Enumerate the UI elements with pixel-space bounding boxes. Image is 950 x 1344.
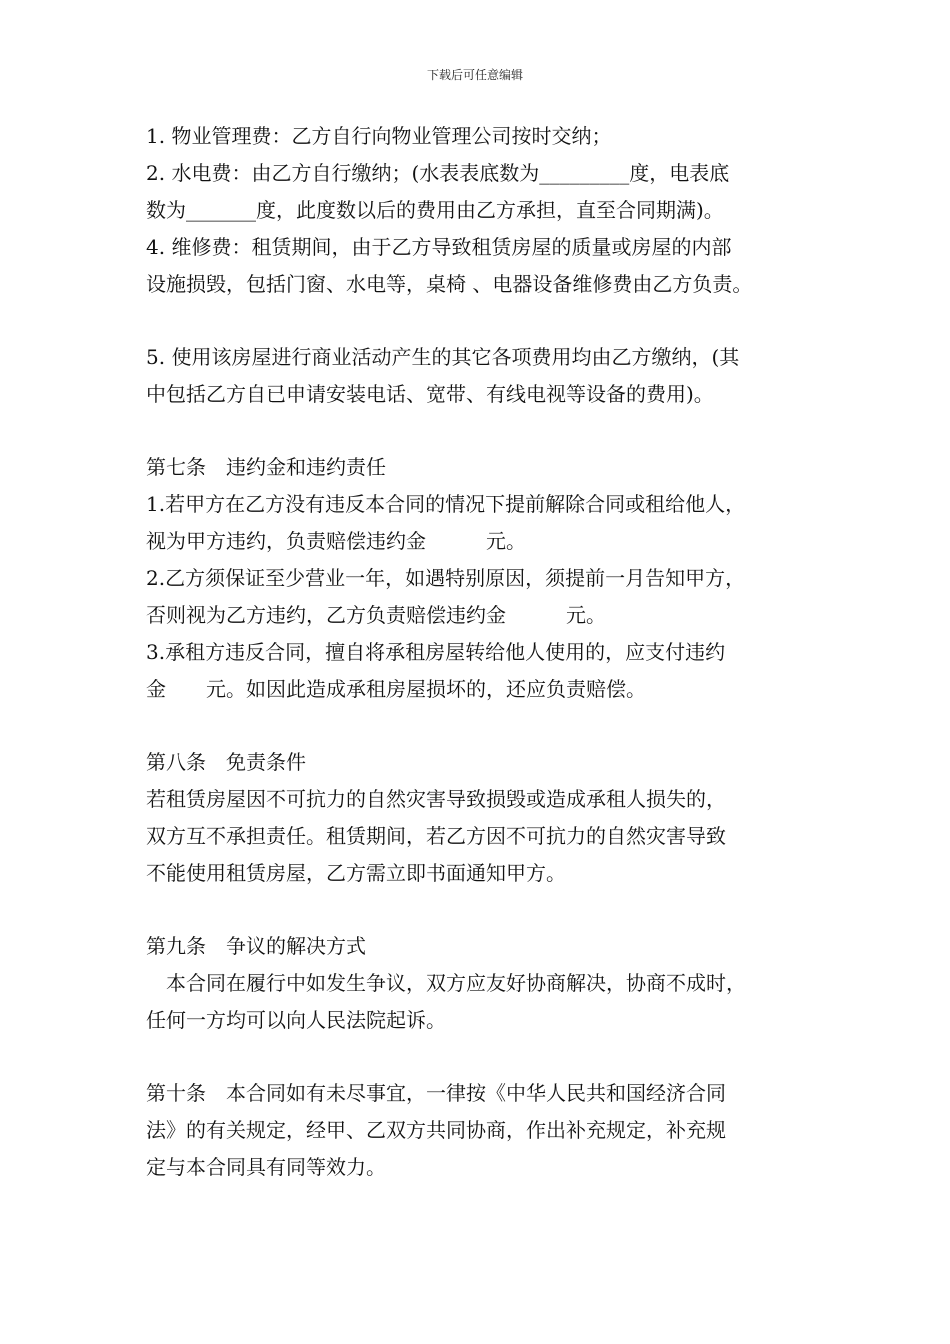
paragraph-gap <box>146 303 826 339</box>
fees-clauses <box>146 118 826 303</box>
article-heading: 第九条 争议的解决方式 <box>146 934 366 958</box>
text-line: 设施损毁，包括门窗、水电等，桌椅 、电器设备维修费由乙方负责。 <box>146 272 753 296</box>
paragraph-gap <box>146 1039 826 1075</box>
text-line: 3.承租方违反合同，擅自将承租房屋转给他人使用的，应支付违约 <box>146 640 726 664</box>
text-line: 2. 水电费：由乙方自行缴纳；(水表表底数为_________度，电表底 <box>146 161 730 185</box>
article-eight <box>146 744 826 892</box>
text-line: 若租赁房屋因不可抗力的自然灾害导致损毁或造成承租人损失的， <box>146 787 726 811</box>
text-line: 视为甲方违约，负责赔偿违约金 元。 <box>146 529 526 553</box>
text-line: 法》的有关规定，经甲、乙双方共同协商，作出补充规定，补充规 <box>146 1118 726 1142</box>
article-nine <box>146 928 826 1039</box>
article-heading: 第十条 本合同如有未尽事宜，一律按《中华人民共和国经济合同 <box>146 1081 726 1105</box>
article-ten <box>146 1075 826 1186</box>
text-line: 否则视为乙方违约，乙方负责赔偿违约金 元。 <box>146 603 606 627</box>
text-line: 本合同在履行中如发生争议，双方应友好协商解决，协商不成时， <box>146 971 746 995</box>
other-fees-clause <box>146 339 826 413</box>
text-line: 金 元。如因此造成承租房屋损坏的，还应负责赔偿。 <box>146 677 646 701</box>
article-seven <box>146 449 826 708</box>
text-line: 中包括乙方自已申请安装电话、宽带、有线电视等设备的费用)。 <box>146 382 714 406</box>
text-line: 2.乙方须保证至少营业一年，如遇特别原因，须提前一月告知甲方， <box>146 566 746 590</box>
text-line: 双方互不承担责任。租赁期间，若乙方因不可抗力的自然灾害导致 <box>146 824 726 848</box>
article-heading: 第七条 违约金和违约责任 <box>146 455 386 479</box>
text-line: 任何一方均可以向人民法院起诉。 <box>146 1008 446 1032</box>
document-body <box>146 118 826 1186</box>
text-line: 5. 使用该房屋进行商业活动产生的其它各项费用均由乙方缴纳，(其 <box>146 345 740 369</box>
text-line: 1. 物业管理费：乙方自行向物业管理公司按时交纳； <box>146 124 612 148</box>
page-header: 下载后可任意编辑 <box>426 68 523 82</box>
text-line: 1.若甲方在乙方没有违反本合同的情况下提前解除合同或租给他人， <box>146 492 746 516</box>
text-line: 不能使用租赁房屋，乙方需立即书面通知甲方。 <box>146 861 566 885</box>
paragraph-gap <box>146 708 826 744</box>
text-line: 定与本合同具有同等效力。 <box>146 1155 386 1179</box>
article-heading: 第八条 免责条件 <box>146 750 306 774</box>
paragraph-gap <box>146 413 826 449</box>
paragraph-gap <box>146 892 826 928</box>
text-line: 4. 维修费：租赁期间，由于乙方导致租赁房屋的质量或房屋的内部 <box>146 235 732 259</box>
text-line: 数为_______度，此度数以后的费用由乙方承担，直至合同期满)。 <box>146 198 724 222</box>
